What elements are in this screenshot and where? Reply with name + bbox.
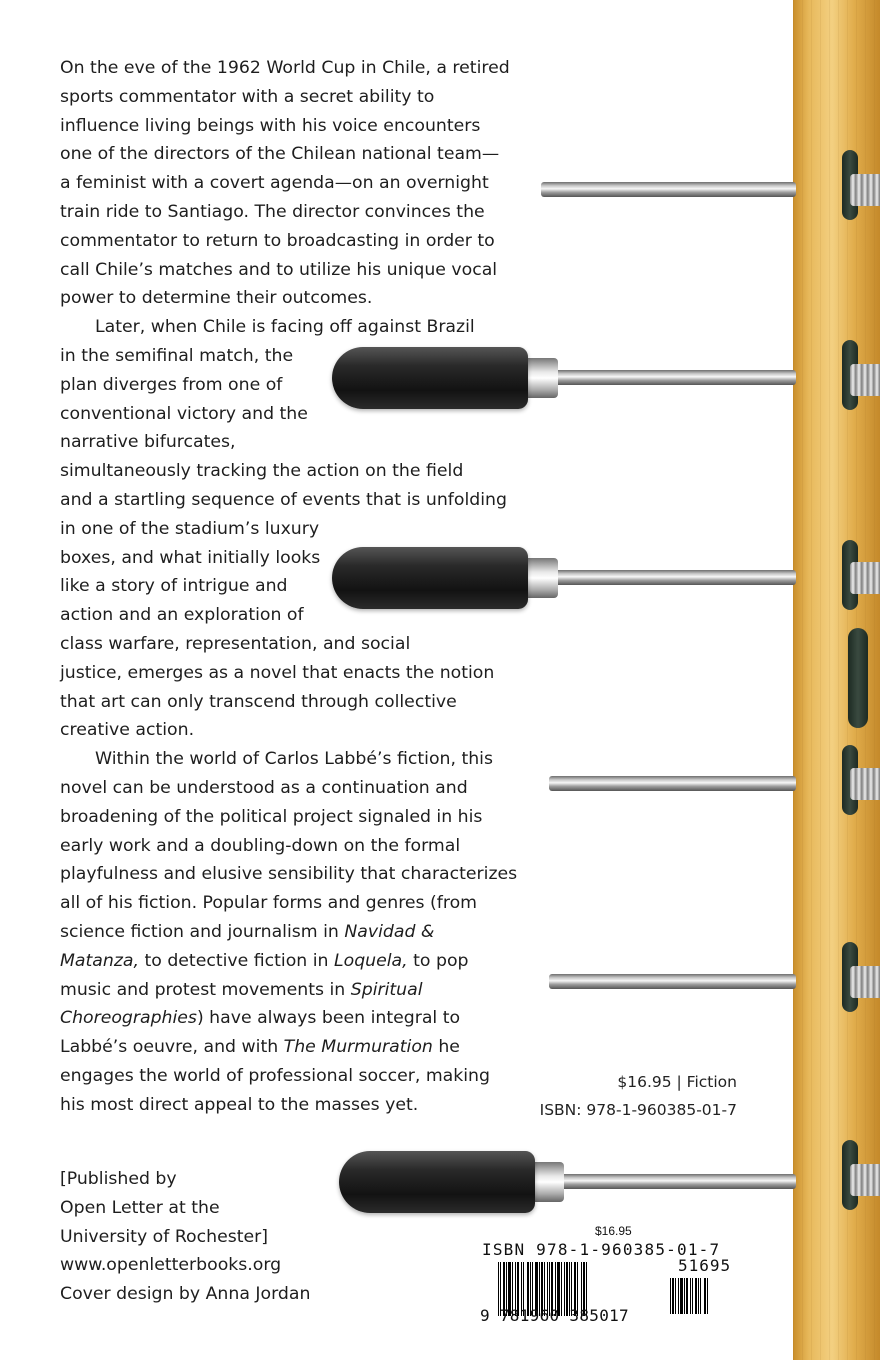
blurb-line: one of the directors of the Chilean national team— xyxy=(60,144,500,165)
isbn-barcode xyxy=(480,1222,750,1332)
foosball-rod xyxy=(541,182,796,197)
blurb-line xyxy=(60,976,423,1005)
publisher-line: Open Letter at the xyxy=(60,1197,220,1218)
blurb-text: music and protest movements in xyxy=(60,979,351,1000)
blurb-line: influence living beings with his voice encounters xyxy=(60,115,481,136)
blurb-line: Later, when Chile is facing off against Brazil xyxy=(95,317,475,338)
barcode-isbn: ISBN 978-1-960385-01-7 xyxy=(482,1240,721,1259)
blurb-line: and a startling sequence of events that is unfolding xyxy=(60,490,507,510)
foosball-handle xyxy=(332,547,528,609)
rod-spring xyxy=(850,174,880,206)
blurb-line: a feminist with a covert agenda—on an overnight xyxy=(60,173,489,194)
blurb-line: justice, emerges as a novel that enacts the notion xyxy=(60,662,495,683)
isbn-text: ISBN: 978-1-960385-01-7 xyxy=(539,1101,737,1119)
rod-bumper xyxy=(848,628,868,728)
blurb-line: his most direct appeal to the masses yet. xyxy=(60,1094,419,1115)
blurb-line xyxy=(60,1033,460,1062)
foosball-rod xyxy=(549,776,796,791)
book-title-italic: Spiritual xyxy=(350,979,423,1000)
blurb-line: class warfare, representation, and social xyxy=(60,634,411,654)
publisher-line: [Published by xyxy=(60,1169,177,1189)
blurb-line xyxy=(60,947,469,976)
blurb-line: playfulness and elusive sensibility that characterizes xyxy=(60,864,518,885)
blurb-line: all of his fiction. Popular forms and genres (from xyxy=(60,893,478,914)
blurb-line: early work and a doubling-down on the formal xyxy=(60,835,461,856)
barcode-addon-digits: 51695 xyxy=(678,1256,732,1275)
foosball-rod xyxy=(549,974,796,989)
foosball-handle xyxy=(339,1151,535,1213)
book-title-italic: Choreographies xyxy=(60,1008,197,1029)
blurb-line: narrative bifurcates, xyxy=(60,432,236,453)
foosball-rod xyxy=(550,570,796,585)
blurb-line: like a story of intrigue and xyxy=(60,576,288,597)
blurb-line: that art can only transcend through collective xyxy=(60,691,457,712)
blurb-text: to pop xyxy=(407,950,469,971)
blurb-text: science fiction and journalism in xyxy=(60,922,345,942)
publisher-website: www.openletterbooks.org xyxy=(60,1255,282,1276)
price-block xyxy=(540,1068,737,1124)
blurb-text: ) have always been integral to xyxy=(196,1008,461,1029)
blurb-line: in the semifinal match, the xyxy=(60,346,294,366)
blurb-line: creative action. xyxy=(60,720,195,741)
book-title-italic: Navidad & xyxy=(344,922,435,942)
price-genre: $16.95 | Fiction xyxy=(617,1073,737,1091)
blurb-line: call Chile’s matches and to utilize his unique vocal xyxy=(60,259,498,280)
blurb-line: plan diverges from one of xyxy=(60,374,283,395)
barcode-bar xyxy=(707,1278,708,1314)
blurb-line: broadening of the political project signaled in his xyxy=(60,806,483,827)
foosball-rod xyxy=(556,1174,796,1189)
foosball-rod xyxy=(550,370,796,385)
barcode-digits: 9 781960 385017 xyxy=(480,1306,629,1325)
blurb-line: action and an exploration of xyxy=(60,605,304,626)
blurb-line: On the eve of the 1962 World Cup in Chile, a retired xyxy=(60,58,510,78)
publisher-info xyxy=(60,1165,310,1309)
rod-spring xyxy=(850,364,880,396)
foosball-handle xyxy=(332,347,528,409)
book-title-italic: Loquela, xyxy=(334,950,408,971)
blurb-line: sports commentator with a secret ability to xyxy=(60,86,435,107)
publisher-line: University of Rochester] xyxy=(60,1226,268,1247)
blurb-line: novel can be understood as a continuation and xyxy=(60,778,468,798)
rod-spring xyxy=(850,966,880,998)
blurb-line: boxes, and what initially looks xyxy=(60,547,321,568)
blurb-line: in one of the stadium’s luxury xyxy=(60,518,320,539)
blurb-text: to detective fiction in xyxy=(138,950,334,971)
blurb-line: simultaneously tracking the action on the field xyxy=(60,461,464,482)
blurb-text: Labbé’s oeuvre, and with xyxy=(60,1037,284,1058)
blurb-line: power to determine their outcomes. xyxy=(60,288,373,309)
cover-credit: Cover design by Anna Jordan xyxy=(60,1284,311,1305)
blurb-line: commentator to return to broadcasting in order to xyxy=(60,230,495,251)
book-title-italic: The Murmuration xyxy=(283,1037,433,1058)
barcode-bars-addon xyxy=(670,1278,750,1314)
book-title-italic: Matanza, xyxy=(60,950,139,971)
blurb-line: conventional victory and the xyxy=(60,403,308,424)
blurb-line: engages the world of professional soccer, making xyxy=(60,1066,490,1086)
blurb-line xyxy=(60,1004,460,1033)
barcode-price: $16.95 xyxy=(595,1224,632,1238)
rod-spring xyxy=(850,768,880,800)
blurb-text: he xyxy=(432,1037,460,1058)
blurb-line xyxy=(60,918,434,947)
blurb-line: train ride to Santiago. The director convinces the xyxy=(60,202,485,222)
rod-spring xyxy=(850,1164,880,1196)
blurb-line: Within the world of Carlos Labbé’s fiction, this xyxy=(95,749,493,770)
rod-spring xyxy=(850,562,880,594)
